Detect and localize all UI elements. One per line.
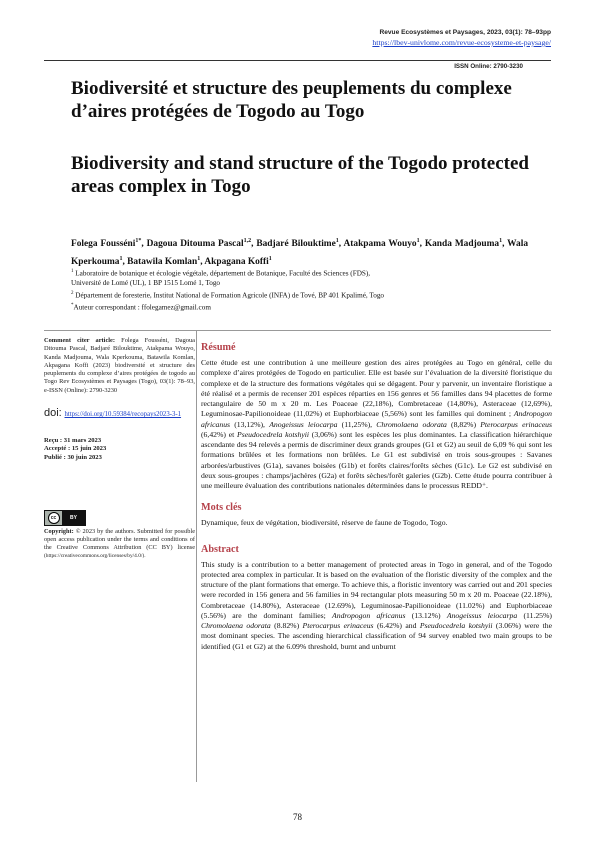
cc-by-license-icon[interactable] bbox=[44, 510, 86, 526]
affiliation-1: $^1$ Laboratoire de botanique et écologie végétale, département de Botanique, Faculté des Sciences (FDS), bbox=[71, 269, 371, 278]
citation-text: Folega Fousséni, Dagoua Ditouma Pascal, Badjaré Bilouktime, Atakpama Wouyo, Kanda Madjouma, Wala Kperkouma, Batawila Komlan, Akpagana Koffi (2023) biodiversité et structure des peuplements du complexe d’aires protégées de togodo au Togo Rev Ecosystèmes et Paysages (Togo), 03(1): 78–93, e-ISSN (Online): 2790-3230 bbox=[44, 337, 195, 394]
citation-label: Comment citer article: bbox=[44, 337, 116, 344]
attribution-icon: BY bbox=[62, 511, 85, 525]
doi-label: doi: bbox=[44, 407, 62, 420]
resume-heading: Résumé bbox=[201, 342, 236, 353]
species-name: Pterocarpus erinaceus bbox=[480, 419, 553, 429]
species-name: Chromolaena odorata bbox=[201, 621, 271, 630]
author-affil-mark: 1 bbox=[499, 238, 503, 244]
header-divider bbox=[44, 60, 551, 61]
received-date: Reçu : 31 mars 2023 bbox=[44, 437, 102, 445]
author-name: Batawila Komlan bbox=[127, 257, 198, 268]
journal-url-link[interactable]: https://lbev-univlome.com/revue-ecosysteme-et-paysage/ bbox=[372, 38, 551, 47]
main-column bbox=[201, 341, 552, 652]
author-affil-mark: 1 bbox=[416, 238, 420, 244]
species-name: Pseudocedrela kotshyii bbox=[419, 621, 493, 630]
creative-commons-icon: cc bbox=[48, 512, 60, 524]
author-name: Kanda Madjouma bbox=[424, 239, 500, 250]
author-affil-mark: 1 bbox=[335, 238, 339, 244]
license-url-link[interactable]: (https://creativecommons.org/licenses/by/4.0/). bbox=[44, 552, 146, 559]
species-name: Anogeissus leiocarpa bbox=[446, 610, 518, 620]
published-date: Publié : 30 juin 2023 bbox=[44, 453, 102, 461]
accepted-date: Accepté : 15 juin 2023 bbox=[44, 445, 107, 453]
author-name: Folega Fousséni bbox=[71, 239, 136, 250]
title-french: Biodiversité et structure des peuplements du complexe d’aires protégées de Togodo au Togo bbox=[71, 78, 512, 122]
species-name: Andropogon africanus bbox=[332, 610, 406, 620]
affiliation-1-address: Université de Lomé (UL), 1 BP 1515 Lomé 1, Togo bbox=[71, 279, 221, 288]
article-dates bbox=[44, 437, 195, 462]
resume-paragraph: Cette étude est une contribution à une meilleure gestion des aires protégées au Togo en général, celle du complexe d’aires protégées de Togodo en particulier. Elle est basée sur l’évaluation de la diversité floristique du complexe et de la structure des formations végétales qui se dégagent. Pour y parvenir, un inventaire floristique a été réalisé et a permis de recenser 201 espèces réparties en 156 genres et 56 familles dans 94 placettes de forme rectangulaire de 50 m x 20 m. Les Poaceae (22,18%), Combretaceae (14,80%), Asteraceae (12,69%), Leguminosae-Papilionoideae (11,02%) et Euphorbiaceae (5,56%) sont les familles qui dominent ; Andropogon africanus (13,12%), Anogeissus leiocarpa (11,25%), Chromolaena odorata (8,82%) Pterocarpus erinaceus (6,42%) et Pseudocedrela kotshyii (3,06%) sont les espèces les plus dominantes. La classification hiérarchique ascendante des 94 relevés a permis de discriminer deux grands groupes (G1 et G2) au seuil de 6,09 % qui sont les formations brûlées et les formations non brûlées. Le G1 est subdivisé en trois sous-groupes : Savanes arborées/arbustives (G1a), savanes boisées (G1b) et forêts claires/forêts sèches (G1c). Le G2 est subdivisé en deux sous-groupes : champs/jachères (G2a) et forêts sèches/forêt galeries (G2b). Cette étude pourra contribuer à une meilleure évaluation des contributions nationales déterminées dans le processus REDD⁺. bbox=[201, 358, 553, 490]
affiliations bbox=[71, 267, 531, 313]
keywords-text-fr: Dynamique, feux de végétation, biodiversité, réserve de faune de Togodo, Togo. bbox=[201, 518, 448, 528]
journal-issn: ISSN Online: 2790-3230 bbox=[454, 63, 523, 70]
author-affil-mark: 1 bbox=[197, 256, 201, 263]
author-name: Akpagana Koffi bbox=[204, 257, 269, 268]
species-name: Pterocarpus erinaceus bbox=[302, 621, 374, 630]
abstract-paragraph: This study is a contribution to a better management of protected areas in Togo in general, and of the Togodo protected area complex in particular. It is based on the evaluation of the floristic diversity of the complex and the structure of the plant formations that emerge. To achieve this, a floristic inventory was carried out and 201 species were recorded in 156 genera and 56 families in 94 rectangular plots measuring 50 m x 20 m. Poaceae (22.18%), Combretaceae (14.80%), Asteraceae (12.69%), Leguminosae-Papilionoideae (11.02%) and Euphorbiaceae (5.56%) are the dominant families; Andropogon africanus (13.12%) Anogeissus leiocarpa (11.25%) Chromolaena odorata (8.82%) Pterocarpus erinaceus (6.42%) and Pseudocedrela kotshyii (3.06%) were the most dominant species. The ascending hierarchical classification of 94 survey enabled two main groups to be identified (G1 et G2) at the 6.09% threshold, burnt and unburnt bbox=[201, 559, 553, 651]
species-name: Pseudocedrela kotshyii bbox=[237, 429, 310, 439]
article-info-sidebar bbox=[44, 337, 195, 560]
affiliation-2: $^2$ Département de foresterie, Institut National de Formation Agricole (INFA) de Tové, BP 401 Kpalimé, Togo bbox=[71, 290, 385, 300]
species-name: Andropogon africanus bbox=[201, 409, 553, 429]
doi-link[interactable]: https://doi.org/10.59384/recopays2023-3-1 bbox=[64, 411, 182, 419]
author-name: Badjaré Bilouktime bbox=[256, 239, 336, 250]
copyright-label: Copyright: bbox=[44, 528, 74, 536]
keywords-heading-fr: Mots clés bbox=[201, 502, 242, 514]
abstract-heading: Abstract bbox=[201, 543, 239, 555]
title-english: Biodiversity and stand structure of the Togodo protected areas complex in Togo bbox=[71, 153, 529, 197]
citation-block bbox=[44, 337, 195, 395]
author-affil-mark: 1 bbox=[119, 256, 123, 263]
main-top-rule bbox=[196, 330, 551, 331]
author-affil-mark: 1,2 bbox=[243, 238, 252, 244]
sidebar-top-rule bbox=[44, 330, 196, 331]
page-number: 78 bbox=[293, 812, 302, 822]
author-name: Wala Kperkouma bbox=[71, 239, 529, 268]
author-name: Dagoua Ditouma Pascal bbox=[146, 239, 244, 250]
doi-block bbox=[44, 407, 195, 421]
author-affil-mark: 1 bbox=[268, 256, 272, 263]
journal-header bbox=[372, 28, 551, 48]
species-name: Chromolaena odorata bbox=[376, 419, 447, 429]
species-name: Anogeissus leiocarpa bbox=[269, 419, 338, 429]
column-divider bbox=[196, 330, 197, 782]
author-name: Atakpama Wouyo bbox=[343, 239, 417, 250]
copyright-notice bbox=[44, 528, 195, 560]
author-affil-mark: 1* bbox=[135, 238, 142, 244]
author-list: Folega Fousséni$^{1*}$, Dagoua Ditouma Pascal$^{1,2}$, Badjaré Bilouktime$^1$, Atakpama Wouyo$^1$, Kanda Madjouma$^1$, Wala Kperkouma$^1$, Batawila Komlan$^1$, Akpagana Koffi$^1$ bbox=[71, 238, 529, 268]
copyright-text: © 2023 by the authors. Submitted for possible open access publication under the terms and conditions of the Creative Commons Attribution (CC BY) license bbox=[44, 528, 196, 551]
corresponding-author: *Auteur correspondant : ffolegamez@gmail.com bbox=[71, 303, 211, 312]
journal-citation-line: Revue Ecosystèmes et Paysages, 2023, 03(1): 78–93pp bbox=[379, 29, 551, 36]
